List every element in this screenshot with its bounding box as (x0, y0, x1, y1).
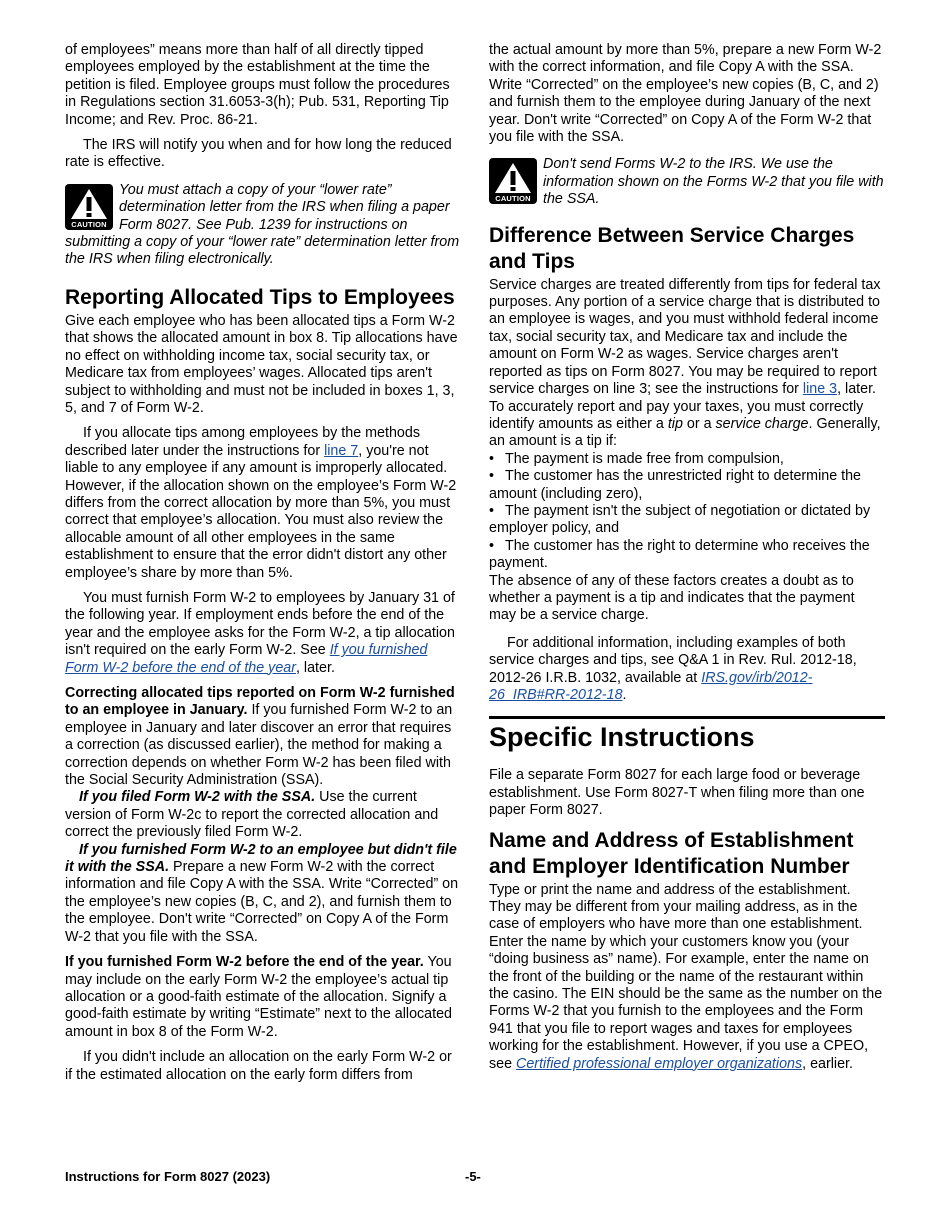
bullet-icon: • (489, 537, 495, 554)
warning-triangle-icon (69, 187, 109, 221)
section-heading-name-and-address: Name and Address of Establishment and Employer Identification Number (489, 828, 854, 878)
list-item: • The customer has the right to determine who receives the payment. (489, 537, 870, 572)
run-in-heading: If you furnished Form W-2 before the end of the year. (65, 954, 424, 971)
list-item: • The payment is made free from compulsion, (489, 450, 784, 467)
list-item: • The customer has the unrestricted right to determine the amount (including zero), (489, 468, 862, 502)
paragraph: If you allocate tips among employees by the methods described later under the instructions for line 7, you're not liable to any employee if any amount is improperly allocated. However, if the allocation shown on the employee’s Form W-2 differs from the correct allocation by more than 5%, you must correct that employee’s allocation. You must also review the allocable amount of all other employees in the same establishment to ensure that the error didn't distort any other employee’s share by more than 5%. (65, 425, 457, 581)
section-heading-service-charges: Difference Between Service Charges and Tips (489, 223, 855, 273)
caution-text: You must attach a copy of your “lower rate” determination letter from the IRS when filing a paper Form 8027. See Pub. 1239 for instructions on submitting a copy of your “lower rate” determination letter from the IRS when filing electronically. (65, 181, 460, 268)
paragraph: The IRS will notify you when and for how long the reduced rate is effective. (65, 137, 452, 171)
caution-label: CAUTION (71, 219, 107, 229)
paragraph: If you furnished Form W-2 before the end of the year. You may include on the early Form W-2 the employee’s actual tip allocation or a good-faith estimate of the allocation. Signify a good-faith estimate by writing “Estimate” next to the allocated amount in box 8 of the Form W-2. (65, 954, 453, 1040)
paragraph: You must furnish Form W-2 to employees by January 31 of the following year. If employment ends before the end of the year and the employee asks for the Form W-2, a tip allocation isn't required on the early Form W-2. See If you furnished Form W-2 before the end of the year, later. (65, 589, 455, 676)
link-certified-peo[interactable]: Certified professional employer organizations (516, 1055, 803, 1072)
caution-icon (489, 158, 537, 204)
paragraph: If you didn't include an allocation on the early Form W-2 or if the estimated allocation on the early form differs from (65, 1049, 452, 1083)
caution-note (489, 156, 885, 208)
left-column (65, 42, 461, 1092)
run-in-heading: Correcting allocated tips reported on Form W-2 furnished to an employee in January. (65, 685, 455, 719)
caution-note (65, 182, 461, 269)
tip-criteria-list (489, 451, 885, 573)
section-heading-specific-instructions: Specific Instructions (489, 716, 885, 753)
caution-label: CAUTION (495, 194, 531, 204)
link-line-3[interactable]: line 3 (802, 381, 838, 398)
right-column (489, 42, 885, 1081)
run-in-heading: If you furnished Form W-2 to an employee but didn't file it with the SSA. (65, 841, 457, 876)
paragraph: If you filed Form W-2 with the SSA. Use the current version of Form W-2c to report the corrected allocation and correct the previously filed Form W-2. (65, 789, 439, 841)
paragraph: Type or print the name and address of the establishment. They may be different from your mailing address, as in the case of employers who have more than one establishment. Enter the name by which your customers know you (your “doing business as” name). For example, enter the name on the front of the building or the name of the restaurant within the casino. The EIN should be the same as the number on the Forms W-2 that you furnish to the employees and the Form 941 that you file to report wages and taxes for employees working for the establishment. However, if you use a CPEO, see Certified professional employer organizations, earlier. (489, 881, 883, 1072)
paragraph: File a separate Form 8027 for each large food or beverage establishment. Use Form 8027-T when filing more than one paper Form 8027. (489, 767, 865, 819)
run-in-heading: If you filed Form W-2 with the SSA. (79, 789, 316, 806)
caution-text: Don't send Forms W-2 to the IRS. We use the information shown on the Forms W-2 that you file with the SSA. (543, 156, 884, 208)
link-line-7[interactable]: line 7 (324, 442, 359, 459)
paragraph: Give each employee who has been allocated tips a Form W-2 that shows the allocated amount in box 8. Tip allocations have no effect on withholding income tax, social security tax, or Medicare tax from employees’ wages. Allocated tips aren't subject to withholding and must not be included in boxes 1, 3, 5, and 7 of Form W-2. (65, 312, 458, 416)
bullet-icon: • (489, 468, 495, 485)
paragraph: If you furnished Form W-2 to an employee but didn't file it with the SSA. Prepare a new Form W-2 with the correct information and file Copy A with the SSA. Write “Corrected” on the employee’s new copies (B, C, and 2), and furnish them to the employee. Don't write “Corrected” on Copy A of the Form W-2 that you file with the SSA. (65, 841, 459, 945)
bullet-icon: • (489, 450, 495, 467)
bullet-icon: • (489, 502, 495, 519)
warning-triangle-icon (493, 161, 533, 195)
link-irs-gov-irb[interactable]: IRS.gov/irb/2012-26_IRB#RR-2012-18 (489, 669, 813, 703)
caution-icon (65, 184, 113, 230)
section-heading-reporting-allocated-tips: Reporting Allocated Tips to Employees (65, 285, 455, 309)
list-item: • The payment isn't the subject of negotiation or dictated by employer policy, and (489, 502, 871, 537)
paragraph: The absence of any of these factors creates a doubt as to whether a payment is a tip and indicates that the payment may be a service charge. (489, 572, 855, 624)
paragraph: Service charges are treated differently from tips for federal tax purposes. Any portion of a service charge that is distributed to an employee is wages, and you must withhold federal income tax, social security tax, and Medicare tax and include the amount on Form W-2 as wages. Service charges aren't reported as tips on Form 8027. You may be required to report service charges on line 3; see the instructions for line 3, later. To accurately report and pay your taxes, you must correctly identify amounts as either a tip or a service charge. Generally, an amount is a tip if: (489, 276, 881, 450)
footer-title: Instructions for Form 8027 (2023) (65, 1169, 271, 1184)
paragraph: Correcting allocated tips reported on Form W-2 furnished to an employee in January. If you furnished Form W-2 to an employee in January and later discover an error that requires a correction (as discussed earlier), the method for making a correction depends on whether Form W-2 has been filed with the Social Security Administration (SSA). (65, 685, 455, 789)
paragraph: the actual amount by more than 5%, prepare a new Form W-2 with the correct information, and file Copy A with the SSA. Write “Corrected” on the employee’s new copies (B, C, and 2) and furnish them to the employee during January of the next year. Don't write “Corrected” on Copy A of the Form W-2 that you file with the SSA. (489, 42, 882, 146)
link-furnished-w2-before-year-end[interactable]: If you furnished Form W-2 before the end of the year (65, 642, 428, 676)
paragraph: of employees” means more than half of all directly tipped employees employed by the establishment at the time the petition is filed. Employee groups must follow the procedures in Regulations section 31.6053-3(h); Pub. 531, Reporting Tip Income; and Rev. Proc. 86-21. (65, 42, 450, 128)
page-number: -5- (465, 1169, 481, 1184)
paragraph: For additional information, including examples of both service charges and tips, see Q&A 1 in Rev. Rul. 2012-18, 2012-26 I.R.B. 1032, available at IRS.gov/irb/2012-26_IRB#RR-2012-18. (489, 634, 857, 703)
